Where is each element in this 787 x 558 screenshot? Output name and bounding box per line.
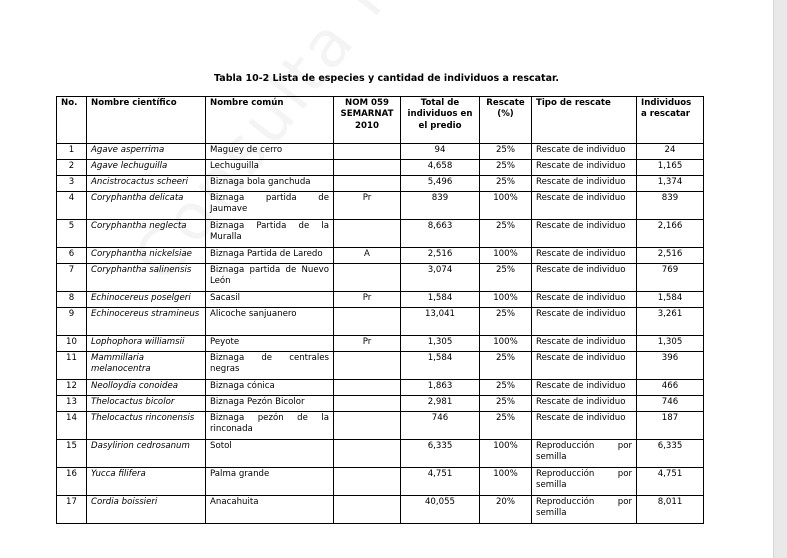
cell-nom <box>334 496 401 524</box>
cell-total: 1,863 <box>401 380 480 396</box>
cell-total: 4,658 <box>401 160 480 176</box>
cell-no: 4 <box>57 192 87 220</box>
cell-no: 13 <box>57 396 87 412</box>
cell-nom <box>334 352 401 380</box>
cell-no: 9 <box>57 308 87 336</box>
cell-nom <box>334 176 401 192</box>
table-row <box>57 352 704 380</box>
header-individuos: Individuos a rescatar <box>637 97 704 144</box>
cell-scientific-name: Lophophora williamsii <box>87 336 206 352</box>
cell-common-name: Biznaga Partida de la Muralla <box>206 220 334 248</box>
cell-total: 1,305 <box>401 336 480 352</box>
cell-individuos: 746 <box>637 396 704 412</box>
cell-common-name: Sacasil <box>206 292 334 308</box>
cell-individuos: 4,751 <box>637 468 704 496</box>
cell-nom: Pr <box>334 336 401 352</box>
cell-rescate-pct: 25% <box>480 380 532 396</box>
cell-nom <box>334 440 401 468</box>
cell-common-name: Sotol <box>206 440 334 468</box>
table-row <box>57 160 704 176</box>
cell-individuos: 6,335 <box>637 440 704 468</box>
cell-scientific-name: Echinocereus stramineus <box>87 308 206 336</box>
cell-total: 8,663 <box>401 220 480 248</box>
cell-tipo: Rescate de individuo <box>532 336 637 352</box>
cell-total: 839 <box>401 192 480 220</box>
cell-nom <box>334 220 401 248</box>
table-row <box>57 192 704 220</box>
header-no: No. <box>57 97 87 144</box>
cell-tipo: Rescate de individuo <box>532 292 637 308</box>
cell-scientific-name: Thelocactus bicolor <box>87 396 206 412</box>
cell-individuos: 1,374 <box>637 176 704 192</box>
cell-total: 5,496 <box>401 176 480 192</box>
cell-scientific-name: Mammillaria melanocentra <box>87 352 206 380</box>
cell-common-name: Biznaga partida de Nuevo León <box>206 264 334 292</box>
cell-rescate-pct: 100% <box>480 336 532 352</box>
cell-scientific-name: Coryphantha nickelsiae <box>87 248 206 264</box>
cell-rescate-pct: 25% <box>480 308 532 336</box>
cell-individuos: 2,166 <box>637 220 704 248</box>
cell-no: 12 <box>57 380 87 396</box>
cell-individuos: 1,305 <box>637 336 704 352</box>
cell-common-name: Lechuguilla <box>206 160 334 176</box>
cell-total: 94 <box>401 144 480 160</box>
cell-individuos: 396 <box>637 352 704 380</box>
cell-tipo: Rescate de individuo <box>532 308 637 336</box>
cell-scientific-name: Dasylirion cedrosanum <box>87 440 206 468</box>
cell-rescate-pct: 100% <box>480 468 532 496</box>
cell-nom <box>334 380 401 396</box>
cell-tipo: Reproducción por semilla <box>532 468 637 496</box>
cell-no: 15 <box>57 440 87 468</box>
cell-rescate-pct: 100% <box>480 192 532 220</box>
cell-nom <box>334 144 401 160</box>
cell-tipo: Rescate de individuo <box>532 264 637 292</box>
cell-tipo: Rescate de individuo <box>532 380 637 396</box>
cell-rescate-pct: 25% <box>480 412 532 440</box>
cell-common-name: Peyote <box>206 336 334 352</box>
cell-individuos: 24 <box>637 144 704 160</box>
cell-individuos: 839 <box>637 192 704 220</box>
cell-no: 11 <box>57 352 87 380</box>
species-table <box>56 96 704 524</box>
table-row <box>57 496 704 524</box>
cell-tipo: Rescate de individuo <box>532 352 637 380</box>
table-row <box>57 336 704 352</box>
cell-individuos: 8,011 <box>637 496 704 524</box>
cell-rescate-pct: 25% <box>480 264 532 292</box>
cell-scientific-name: Coryphantha salinensis <box>87 264 206 292</box>
cell-scientific-name: Neolloydia conoidea <box>87 380 206 396</box>
cell-common-name: Biznaga partida de Jaumave <box>206 192 334 220</box>
cell-tipo: Rescate de individuo <box>532 192 637 220</box>
header-nom: NOM 059 SEMARNAT 2010 <box>334 97 401 144</box>
cell-tipo: Rescate de individuo <box>532 176 637 192</box>
cell-scientific-name: Echinocereus poselgeri <box>87 292 206 308</box>
cell-no: 8 <box>57 292 87 308</box>
table-row <box>57 292 704 308</box>
cell-rescate-pct: 25% <box>480 176 532 192</box>
cell-no: 16 <box>57 468 87 496</box>
cell-tipo: Reproducción por semilla <box>532 496 637 524</box>
header-row <box>57 97 704 144</box>
cell-nom: Pr <box>334 292 401 308</box>
cell-common-name: Biznaga bola ganchuda <box>206 176 334 192</box>
cell-tipo: Rescate de individuo <box>532 412 637 440</box>
cell-common-name: Palma grande <box>206 468 334 496</box>
cell-rescate-pct: 25% <box>480 352 532 380</box>
cell-scientific-name: Yucca filifera <box>87 468 206 496</box>
header-tipo: Tipo de rescate <box>532 97 637 144</box>
cell-scientific-name: Coryphantha neglecta <box>87 220 206 248</box>
cell-common-name: Biznaga pezón de la rinconada <box>206 412 334 440</box>
cell-rescate-pct: 20% <box>480 496 532 524</box>
header-rescate-pct: Rescate (%) <box>480 97 532 144</box>
cell-scientific-name: Cordia boissieri <box>87 496 206 524</box>
table-row <box>57 308 704 336</box>
table-row <box>57 396 704 412</box>
cell-common-name: Alicoche sanjuanero <box>206 308 334 336</box>
cell-scientific-name: Agave lechuguilla <box>87 160 206 176</box>
cell-total: 1,584 <box>401 292 480 308</box>
cell-tipo: Rescate de individuo <box>532 160 637 176</box>
cell-no: 10 <box>57 336 87 352</box>
cell-total: 2,981 <box>401 396 480 412</box>
cell-scientific-name: Coryphantha delicata <box>87 192 206 220</box>
table-row <box>57 440 704 468</box>
cell-scientific-name: Ancistrocactus scheeri <box>87 176 206 192</box>
cell-total: 4,751 <box>401 468 480 496</box>
cell-individuos: 187 <box>637 412 704 440</box>
cell-total: 746 <box>401 412 480 440</box>
cell-individuos: 3,261 <box>637 308 704 336</box>
cell-total: 13,041 <box>401 308 480 336</box>
cell-nom <box>334 160 401 176</box>
cell-tipo: Rescate de individuo <box>532 144 637 160</box>
cell-nom <box>334 468 401 496</box>
header-common-name: Nombre común <box>206 97 334 144</box>
cell-tipo: Rescate de individuo <box>532 396 637 412</box>
table-row <box>57 412 704 440</box>
table-row <box>57 144 704 160</box>
cell-total: 1,584 <box>401 352 480 380</box>
page-edge <box>773 0 787 558</box>
cell-tipo: Reproducción por semilla <box>532 440 637 468</box>
cell-common-name: Biznaga Partida de Laredo <box>206 248 334 264</box>
cell-total: 3,074 <box>401 264 480 292</box>
cell-no: 2 <box>57 160 87 176</box>
cell-individuos: 2,516 <box>637 248 704 264</box>
cell-scientific-name: Agave asperrima <box>87 144 206 160</box>
cell-total: 6,335 <box>401 440 480 468</box>
cell-nom: Pr <box>334 192 401 220</box>
table-row <box>57 468 704 496</box>
cell-no: 6 <box>57 248 87 264</box>
cell-rescate-pct: 100% <box>480 292 532 308</box>
cell-individuos: 1,165 <box>637 160 704 176</box>
cell-total: 2,516 <box>401 248 480 264</box>
cell-no: 1 <box>57 144 87 160</box>
cell-nom <box>334 264 401 292</box>
cell-rescate-pct: 25% <box>480 144 532 160</box>
cell-individuos: 466 <box>637 380 704 396</box>
cell-scientific-name: Thelocactus rinconensis <box>87 412 206 440</box>
cell-no: 5 <box>57 220 87 248</box>
cell-common-name: Biznaga cónica <box>206 380 334 396</box>
cell-common-name: Maguey de cerro <box>206 144 334 160</box>
cell-no: 14 <box>57 412 87 440</box>
cell-no: 17 <box>57 496 87 524</box>
cell-total: 40,055 <box>401 496 480 524</box>
table-row <box>57 176 704 192</box>
cell-tipo: Rescate de individuo <box>532 220 637 248</box>
header-scientific-name: Nombre científico <box>87 97 206 144</box>
table-row <box>57 248 704 264</box>
cell-rescate-pct: 25% <box>480 396 532 412</box>
cell-rescate-pct: 100% <box>480 248 532 264</box>
table-body <box>57 144 704 524</box>
cell-individuos: 1,584 <box>637 292 704 308</box>
cell-no: 7 <box>57 264 87 292</box>
cell-rescate-pct: 100% <box>480 440 532 468</box>
cell-common-name: Biznaga Pezón Bicolor <box>206 396 334 412</box>
cell-common-name: Anacahuita <box>206 496 334 524</box>
table-row <box>57 264 704 292</box>
cell-individuos: 769 <box>637 264 704 292</box>
cell-nom <box>334 412 401 440</box>
header-total: Total de individuos en el predio <box>401 97 480 144</box>
cell-nom <box>334 396 401 412</box>
cell-rescate-pct: 25% <box>480 160 532 176</box>
cell-common-name: Biznaga de centrales negras <box>206 352 334 380</box>
table-row <box>57 380 704 396</box>
cell-nom <box>334 308 401 336</box>
table-caption: Tabla 10-2 Lista de especies y cantidad de individuos a rescatar. <box>214 73 559 84</box>
cell-tipo: Rescate de individuo <box>532 248 637 264</box>
cell-nom: A <box>334 248 401 264</box>
cell-rescate-pct: 25% <box>480 220 532 248</box>
table-row <box>57 220 704 248</box>
cell-no: 3 <box>57 176 87 192</box>
